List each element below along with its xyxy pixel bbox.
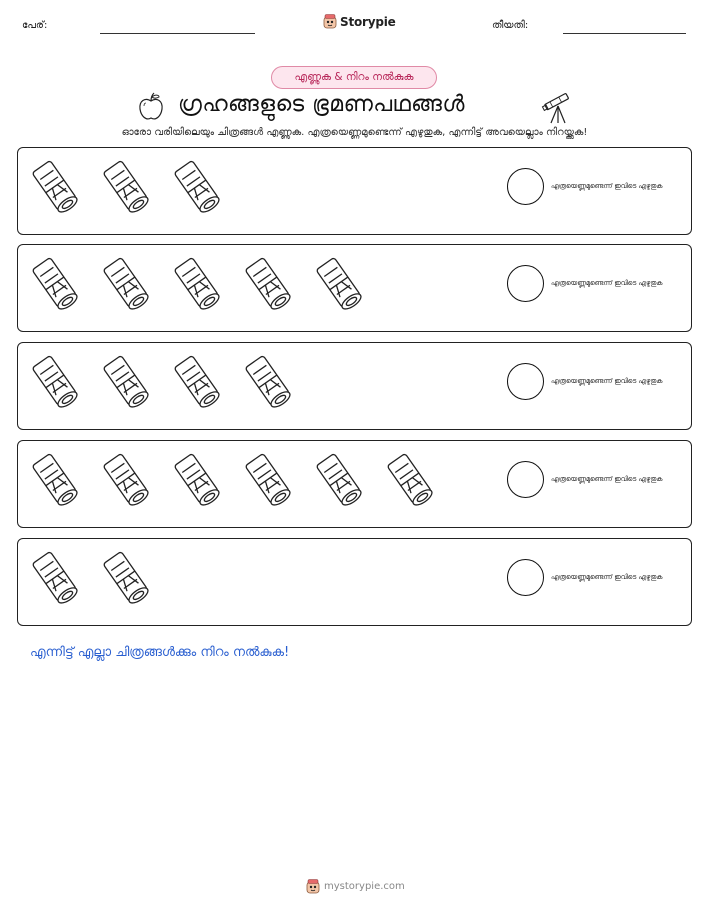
answer-label: എത്രയെണ്ണമുണ്ടെന്ന് ഇവിടെ എഴുതുക (551, 573, 663, 581)
count-row-5 (17, 538, 692, 626)
scroll-icon (31, 549, 81, 609)
scroll-icon (244, 255, 294, 315)
storypie-logo-icon (306, 879, 320, 894)
name-label: പേര്: (22, 20, 48, 31)
answer-circle[interactable] (507, 461, 544, 498)
scroll-icon (386, 451, 436, 511)
answer-label: എത്രയെണ്ണമുണ്ടെന്ന് ഇവിടെ എഴുതുക (551, 475, 663, 483)
activity-badge: എണ്ണുക & നിറം നൽകുക (271, 66, 437, 89)
instructions: ഓരോ വരിയിലെയും ചിത്രങ്ങൾ എണ്ണുക. എത്രയെണ്ണമുണ്ടെന്ന് എഴുതുക, എന്നിട്ട് അവയെല്ലാം നിറയ്ക്കുക! (121, 127, 588, 138)
count-row-2 (17, 244, 692, 332)
site-url: mystorypie.com (324, 881, 405, 892)
answer-label: എത്രയെണ്ണമുണ്ടെന്ന് ഇവിടെ എഴുതുക (551, 377, 663, 385)
storypie-logo (323, 14, 396, 29)
scroll-icon (102, 158, 152, 218)
answer-label: എത്രയെണ്ണമുണ്ടെന്ന് ഇവിടെ എഴുതുക (551, 279, 663, 287)
answer-circle[interactable] (507, 363, 544, 400)
count-row-4 (17, 440, 692, 528)
answer-label: എത്രയെണ്ണമുണ്ടെന്ന് ഇവിടെ എഴുതുക (551, 182, 663, 190)
scroll-icon (31, 353, 81, 413)
scroll-icon (31, 158, 81, 218)
scroll-icon (173, 255, 223, 315)
scroll-icon (244, 353, 294, 413)
scroll-icon (315, 451, 365, 511)
title-row (0, 90, 709, 124)
page-title: ഗ്രഹങ്ങളുടെ ഭ്രമണപഥങ്ങൾ (178, 92, 465, 117)
answer-circle[interactable] (507, 559, 544, 596)
color-instruction: എന്നിട്ട് എല്ലാ ചിത്രങ്ങൾക്കും നിറം നൽകുക! (30, 645, 290, 660)
scroll-icon (102, 255, 152, 315)
date-label: തീയതി: (492, 20, 529, 31)
count-row-1 (17, 147, 692, 235)
scroll-icon (31, 451, 81, 511)
answer-circle[interactable] (507, 265, 544, 302)
apple-icon (137, 92, 165, 122)
scroll-icon (31, 255, 81, 315)
scroll-icon (315, 255, 365, 315)
name-line[interactable] (100, 33, 255, 34)
brand-name: Storypie (340, 14, 396, 29)
scroll-icon (173, 451, 223, 511)
telescope-icon (541, 90, 575, 124)
scroll-icon (173, 158, 223, 218)
storypie-logo-icon (323, 14, 337, 29)
date-line[interactable] (563, 33, 686, 34)
site-footer (306, 879, 405, 894)
scroll-icon (173, 353, 223, 413)
scroll-icon (102, 451, 152, 511)
scroll-icon (244, 451, 294, 511)
scroll-icon (102, 353, 152, 413)
count-row-3 (17, 342, 692, 430)
worksheet-header (0, 14, 709, 44)
answer-circle[interactable] (507, 168, 544, 205)
scroll-icon (102, 549, 152, 609)
